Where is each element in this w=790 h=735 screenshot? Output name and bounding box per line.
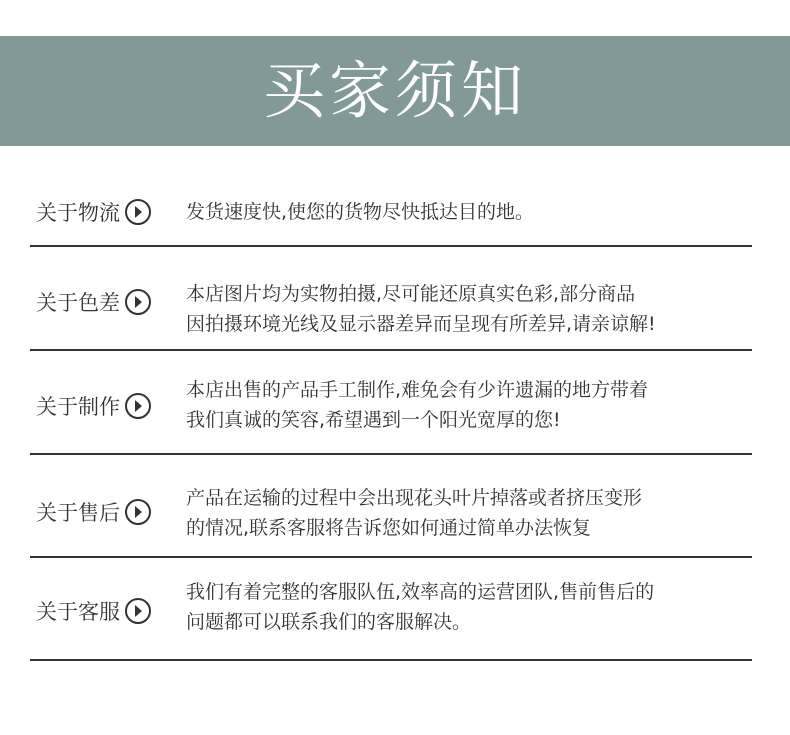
section-label-group	[36, 391, 152, 421]
text-line: 的情况,联系客服将告诉您如何通过简单办法恢复	[186, 517, 592, 539]
section-label-group	[36, 287, 152, 317]
circled-right-arrow-icon	[124, 498, 152, 526]
section-label: 关于色差	[36, 291, 120, 315]
section-text	[186, 279, 656, 339]
page-title: 买家须知	[262, 54, 527, 127]
section-logistics	[30, 180, 752, 247]
section-text	[186, 577, 654, 637]
section-text	[186, 197, 534, 227]
text-line: 发货速度快,使您的货物尽快抵达目的地。	[186, 201, 535, 223]
circled-right-arrow-icon	[124, 288, 152, 316]
section-customer-service	[30, 558, 752, 661]
section-label: 关于物流	[36, 201, 120, 225]
text-line: 本店图片均为实物拍摄,尽可能还原真实色彩,部分商品	[186, 283, 636, 305]
text-line: 因拍摄环境光线及显示器差异而呈现有所差异,请亲谅解!	[186, 313, 656, 335]
section-text	[186, 375, 648, 435]
section-label-group	[36, 197, 152, 227]
circled-right-arrow-icon	[124, 198, 152, 226]
text-line: 产品在运输的过程中会出现花头叶片掉落或者挤压变形	[186, 487, 643, 509]
section-label: 关于制作	[36, 395, 120, 419]
circled-right-arrow-icon	[124, 392, 152, 420]
text-line: 我们有着完整的客服队伍,效率高的运营团队,售前售后的	[186, 581, 655, 603]
text-line: 我们真诚的笑容,希望遇到一个阳光宽厚的您!	[186, 409, 561, 431]
section-label-group	[36, 497, 152, 527]
header-banner	[0, 36, 790, 146]
section-text	[186, 483, 642, 543]
section-label: 关于售后	[36, 501, 120, 525]
section-color-difference	[30, 247, 752, 351]
section-after-sales	[30, 455, 752, 558]
section-label: 关于客服	[36, 600, 120, 624]
section-production	[30, 351, 752, 455]
section-label-group	[36, 596, 152, 626]
text-line: 问题都可以联系我们的客服解决。	[186, 611, 472, 633]
circled-right-arrow-icon	[124, 597, 152, 625]
text-line: 本店出售的产品手工制作,难免会有少许遗漏的地方带着	[186, 379, 649, 401]
